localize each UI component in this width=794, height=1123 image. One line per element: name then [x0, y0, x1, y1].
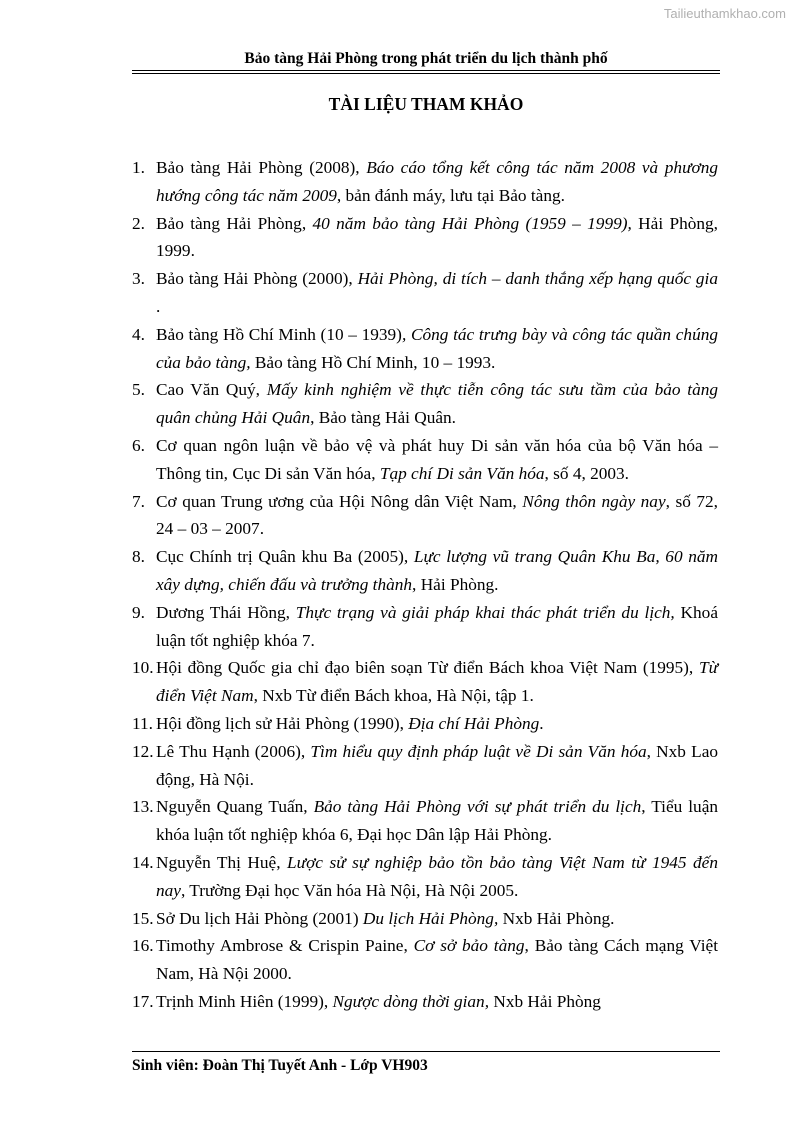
reference-title: Du lịch Hải Phòng, — [362, 908, 499, 928]
reference-author: Dương Thái Hồng, — [156, 602, 296, 622]
reference-title: Lực lượng vũ trang Quân Khu Ba, 60 năm xây dựng, chiến đấu và trưởng thành — [156, 547, 718, 594]
reference-author: Bảo tàng Hải Phòng, — [156, 213, 313, 233]
reference-author: Cơ quan Trung ương của Hội Nông dân Việt Nam, — [156, 491, 523, 511]
reference-publication: Khoá luận tốt nghiệp khóa 7. — [156, 602, 718, 650]
reference-author: Cục Chính trị Quân khu Ba (2005), — [156, 547, 414, 567]
reference-title: Tạp chí Di sản Văn hóa — [379, 463, 545, 483]
reference-title: Thực trạng và giải pháp khai thác phát triển du lịch, — [295, 602, 675, 622]
reference-number: 10. — [132, 658, 154, 678]
reference-title: Lược sử sự nghiệp bảo tồn bảo tàng Việt Nam từ 1945 đến nay — [156, 852, 718, 900]
reference-number: 1. — [132, 158, 145, 177]
reference-publication: . — [156, 296, 161, 316]
reference-title: Báo cáo tổng kết công tác năm 2008 và phương hướng công tác năm 2009 — [156, 158, 718, 205]
reference-publication: Hải Phòng, 1999. — [156, 213, 718, 261]
reference-item — [132, 849, 718, 905]
footer-rule — [132, 1051, 720, 1052]
reference-title: Ngược dòng thời gian, — [332, 991, 490, 1011]
reference-publication: , Trường Đại học Văn hóa Hà Nội, Hà Nội 2005. — [180, 880, 519, 900]
reference-author: Nguyễn Quang Tuấn, — [156, 797, 314, 817]
reference-author: Bảo tàng Hải Phòng (2000), — [156, 269, 358, 289]
reference-number: 8. — [132, 547, 145, 567]
section-title: TÀI LIỆU THAM KHẢO — [328, 94, 524, 114]
reference-publication: , Hải Phòng. — [412, 574, 499, 594]
reference-title: Tìm hiểu quy định pháp luật về Di sản Văn hóa — [310, 741, 647, 761]
reference-author: Sở Du lịch Hải Phòng (2001) — [156, 908, 363, 928]
reference-publication: Nxb Hải Phòng. — [498, 908, 615, 928]
reference-number: 12. — [132, 741, 154, 761]
reference-number: 17. — [132, 991, 154, 1011]
reference-publication: , số 4, 2003. — [544, 463, 629, 483]
reference-title: 40 năm bảo tàng Hải Phòng (1959 – 1999), — [312, 213, 632, 233]
footer-author: Sinh viên: Đoàn Thị Tuyết Anh - Lớp VH903 — [132, 1057, 428, 1074]
reference-author: Bảo tàng Hải Phòng (2008), — [156, 158, 367, 177]
reference-item — [132, 932, 718, 988]
header-rule-double — [132, 73, 720, 74]
reference-item — [132, 654, 718, 710]
reference-number: 2. — [132, 213, 145, 233]
reference-title: Cơ sở bảo tàng — [413, 936, 525, 956]
reference-item — [132, 988, 718, 1016]
reference-author: Hội đồng Quốc gia chỉ đạo biên soạn Từ điển Bách khoa Việt Nam (1995), — [156, 658, 699, 678]
reference-publication: , Tiểu luận khóa luận tốt nghiệp khóa 6, Đại học Dân lập Hải Phòng. — [156, 797, 719, 845]
reference-publication: , Nxb Từ điển Bách khoa, Hà Nội, tập 1. — [253, 686, 534, 706]
reference-publication: Bảo tàng Hồ Chí Minh, 10 – 1993. — [250, 352, 496, 372]
reference-number: 4. — [132, 324, 145, 344]
reference-title: Hải Phòng, di tích – danh thắng xếp hạng quốc gia — [357, 269, 718, 289]
watermark: Tailieuthamkhao.com — [663, 6, 786, 21]
reference-title: Mấy kinh nghiệm về thực tiễn công tác sưu tầm của bảo tàng quân chủng Hải Quân — [156, 380, 719, 428]
reference-number: 3. — [132, 269, 145, 289]
reference-list — [132, 154, 718, 1016]
reference-item — [132, 543, 718, 599]
reference-publication: , bản đánh máy, lưu tại Bảo tàng. — [336, 185, 565, 205]
reference-author: Nguyễn Thị Huệ, — [156, 852, 288, 872]
reference-publication: , số 72, 24 – 03 – 2007. — [156, 491, 718, 539]
reference-item — [132, 738, 718, 794]
reference-number: 14. — [132, 852, 154, 872]
reference-item — [132, 488, 718, 544]
reference-author: Cao Văn Quý, — [156, 380, 267, 400]
reference-title: Bảo tàng Hải Phòng với sự phát triển du lịch — [313, 797, 642, 817]
reference-title: Từ điển Việt Nam — [156, 658, 718, 706]
reference-number: 11. — [132, 713, 153, 733]
reference-item — [132, 321, 718, 377]
reference-author: Hội đồng lịch sử Hải Phòng (1990), — [156, 713, 409, 733]
reference-item — [132, 710, 718, 738]
reference-title: Nông thôn ngày nay — [522, 491, 666, 511]
reference-item — [132, 432, 718, 488]
reference-title: , Công tác trưng bày và công tác quần chúng của bảo tàng, — [156, 324, 718, 372]
reference-number: 7. — [132, 491, 145, 511]
reference-item — [132, 154, 718, 210]
reference-publication: . — [539, 713, 544, 733]
reference-number: 9. — [132, 602, 145, 622]
reference-number: 5. — [132, 380, 145, 400]
reference-number: 13. — [132, 797, 154, 817]
reference-author: Trịnh Minh Hiên (1999), — [156, 991, 333, 1011]
reference-item — [132, 265, 718, 321]
reference-author: Cơ quan ngôn luận về bảo vệ và phát huy Di sản văn hóa của bộ Văn hóa – Thông tin, Cục Di sản Văn hóa, — [156, 435, 718, 483]
reference-publication: Nxb Hải Phòng — [489, 991, 601, 1011]
reference-number: 16. — [132, 936, 154, 956]
reference-author: Timothy Ambrose & Crispin Paine, — [156, 936, 414, 956]
reference-title: Địa chí Hải Phòng — [408, 713, 540, 733]
reference-author: Lê Thu Hạnh (2006), — [156, 741, 311, 761]
reference-publication: , Bảo tàng Cách mạng Việt Nam, Hà Nội 2000. — [156, 936, 718, 984]
reference-item — [132, 793, 718, 849]
reference-publication: , Nxb Lao động, Hà Nội. — [156, 741, 719, 789]
running-header: Bảo tàng Hải Phòng trong phát triển du lịch thành phố — [244, 50, 608, 67]
reference-number: 6. — [132, 435, 145, 455]
reference-author: Bảo tàng Hồ Chí Minh (10 – 1939) — [156, 324, 402, 344]
reference-item — [132, 210, 718, 266]
reference-publication: , Bảo tàng Hải Quân. — [310, 408, 456, 428]
reference-item — [132, 376, 718, 432]
reference-number: 15. — [132, 908, 154, 928]
header-rule — [132, 70, 720, 71]
reference-item — [132, 599, 718, 655]
reference-item — [132, 905, 718, 933]
